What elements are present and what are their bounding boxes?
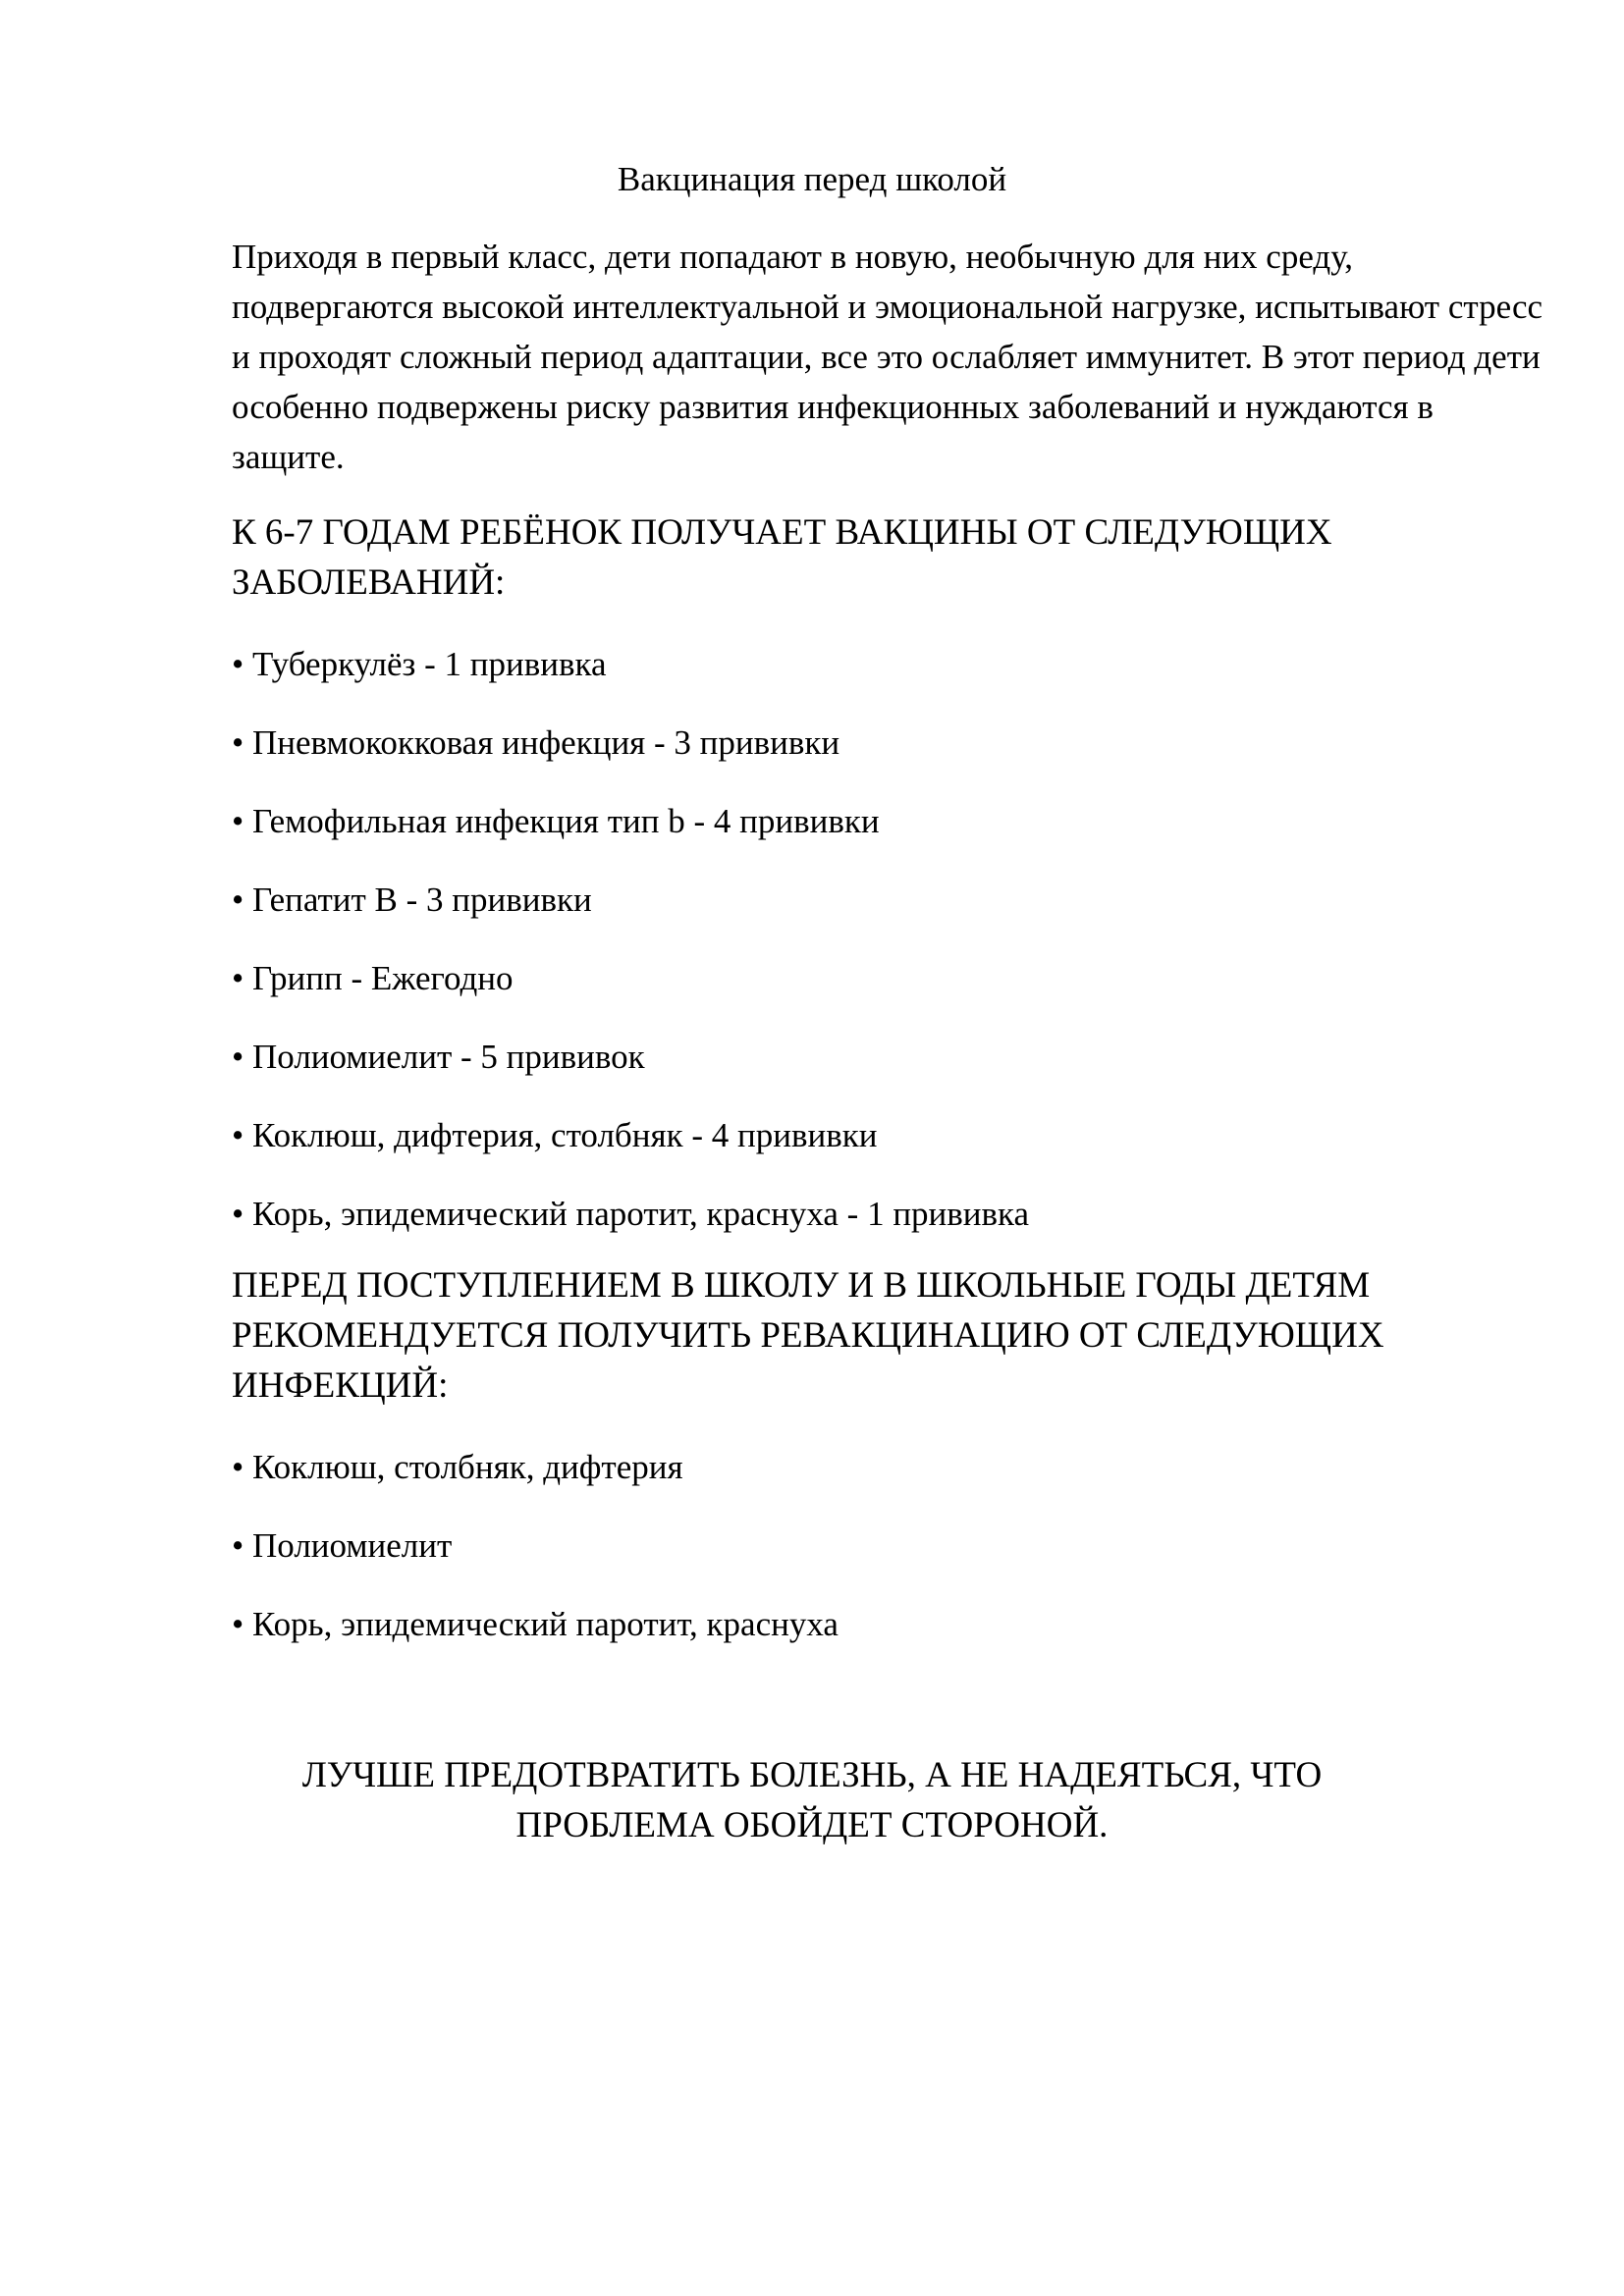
bullet-icon [232, 723, 252, 762]
list-item [232, 640, 1508, 719]
list-item [232, 1522, 1508, 1600]
list-item-text: Пневмококковая инфекция - 3 прививки [252, 723, 840, 762]
list-item-text: Корь, эпидемический паротит, краснуха [252, 1605, 839, 1643]
list-item-text: Коклюш, дифтерия, столбняк - 4 прививки [252, 1116, 878, 1154]
list-item-text: Коклюш, столбняк, дифтерия [252, 1448, 683, 1486]
list-item-text: Корь, эпидемический паротит, краснуха - 1 прививка [252, 1195, 1030, 1233]
list-item-text: Гепатит В - 3 прививки [252, 881, 592, 919]
vaccine-list [232, 640, 1508, 1268]
list-item [232, 797, 1508, 876]
intro-paragraph: Приходя в первый класс, дети попадают в новую, необычную для них среду, подвергаются высокой интеллектуальной и эмоциональной нагрузке, испытывают стресс и проходят сложный период адаптации, все это ослабляет иммунитет. В этот период дети особенно подвержены риску развития инфекционных заболеваний и нуждаются в защите. [232, 238, 1543, 476]
bullet-icon [232, 1448, 252, 1486]
bullet-icon [232, 1605, 252, 1643]
list-item [232, 876, 1508, 954]
list-item-text: Гемофильная инфекция тип b - 4 прививки [252, 802, 880, 840]
list-item [232, 719, 1508, 797]
list-item [232, 1443, 1508, 1522]
section-2-heading: ПЕРЕД ПОСТУПЛЕНИЕМ В ШКОЛУ И В ШКОЛЬНЫЕ ГОДЫ ДЕТЯМ РЕКОМЕНДУЕТСЯ ПОЛУЧИТЬ РЕВАКЦИНАЦИЮ ОТ СЛЕДУЮЩИХ ИНФЕКЦИЙ: [232, 1265, 1384, 1406]
list-item [232, 1033, 1508, 1111]
list-item-text: Грипп - Ежегодно [252, 959, 514, 997]
bullet-icon [232, 1116, 252, 1154]
bullet-icon [232, 959, 252, 997]
revaccination-list [232, 1443, 1508, 1679]
bullet-icon [232, 881, 252, 919]
bullet-icon [232, 1526, 252, 1565]
list-item [232, 1111, 1508, 1190]
section-1-heading: К 6-7 ГОДАМ РЕБЁНОК ПОЛУЧАЕТ ВАКЦИНЫ ОТ СЛЕДУЮЩИХ ЗАБОЛЕВАНИЙ: [232, 512, 1332, 603]
list-item-text: Полиомиелит [252, 1526, 453, 1565]
list-item [232, 1600, 1508, 1679]
document-title: Вакцинация перед школой [617, 160, 1007, 198]
bullet-icon [232, 645, 252, 683]
bullet-icon [232, 802, 252, 840]
closing-statement [0, 1750, 1624, 1850]
closing-line-2: ПРОБЛЕМА ОБОЙДЕТ СТОРОНОЙ. [515, 1805, 1109, 1845]
closing-line-1: ЛУЧШЕ ПРЕДОТВРАТИТЬ БОЛЕЗНЬ, А НЕ НАДЕЯТЬСЯ, ЧТО [301, 1755, 1323, 1795]
bullet-icon [232, 1038, 252, 1076]
list-item [232, 1190, 1508, 1268]
bullet-icon [232, 1195, 252, 1233]
list-item-text: Полиомиелит - 5 прививок [252, 1038, 645, 1076]
list-item [232, 954, 1508, 1033]
list-item-text: Туберкулёз - 1 прививка [252, 645, 607, 683]
